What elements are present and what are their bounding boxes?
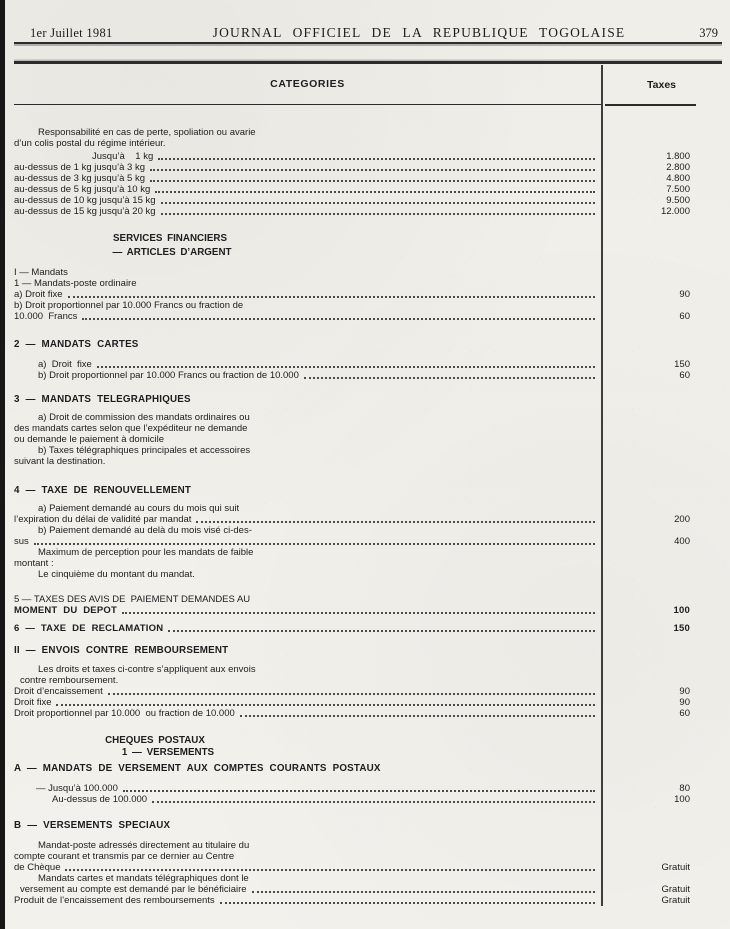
row-label: au-dessus de 5 kg jusqu’à 10 kg [14,184,151,195]
tax-value: Gratuit [661,884,690,895]
row-last-line [14,697,601,708]
section-heading: SERVICES FINANCIERS [113,233,227,244]
tax-value: 90 [679,697,690,708]
table-row [14,289,722,300]
tax-value: 2.800 [666,162,690,173]
spacer [14,105,722,127]
dotted-leader [150,169,595,171]
tax-value: Gratuit [661,862,690,873]
spacer [14,657,722,664]
taxes-column-header: Taxes [601,64,722,105]
table-row [14,184,722,195]
row-text [14,359,601,370]
paragraph [14,547,722,569]
row-label: Au-dessus de 100.000 [52,794,148,805]
header-rule [14,42,722,44]
row-text [14,697,601,708]
dotted-leader [152,801,595,803]
table-row [14,708,722,719]
journal-title: JOURNAL OFFICIEL DE LA REPUBLIQUE TOGOLAISE [212,25,626,40]
row-label: 6 — TAXE DE RECLAMATION [14,623,164,634]
section-heading: A — MANDATS DE VERSEMENT AUX COMPTES COURANTS POSTAUX [14,763,381,774]
text-line: Responsabilité en cas de perte, spoliation ou avarie [38,127,256,138]
row-text [14,151,601,162]
row-label: versement au compte est demandé par le bénéficiaire [20,884,247,895]
spacer [14,467,722,485]
text-line: 1 — Mandats-poste ordinaire [14,278,137,289]
text-line: b) Paiement demandé au delà du mois visé ci-des- [38,525,252,536]
table-row [14,195,722,206]
row-text [14,783,601,794]
row-last-line [14,783,601,794]
text-line: des mandats cartes selon que l’expéditeur ne demande [14,423,248,434]
row-label: sus [14,536,29,547]
text-line: compte courant et transmis par ce dernier au Centre [14,851,235,862]
table-row [14,151,722,162]
row-label: — Jusqu’à 100.000 [36,783,118,794]
row-text [14,594,601,616]
section-heading: 2 — MANDATS CARTES [14,339,139,350]
spacer [14,719,722,735]
tariff-table [14,64,722,906]
table-row [14,300,722,322]
dotted-leader [161,213,595,215]
text-line: a) Droit de commission des mandats ordinaires ou [38,412,250,423]
spacer [14,381,722,394]
tax-value: 400 [674,536,690,547]
table-row [14,840,722,873]
table-row [14,895,722,906]
row-text [14,289,601,300]
spacer [14,775,722,783]
spacer [14,259,722,267]
row-label: a) Droit fixe [38,359,92,370]
row-text [14,370,601,381]
table-row [14,503,722,525]
row-last-line [14,536,601,547]
row-label: de Chèque [14,862,61,873]
section-heading: CHEQUES POSTAUX [105,735,205,746]
row-last-line [14,206,601,217]
table-row [14,173,722,184]
dotted-leader [150,180,595,182]
tax-value: 90 [679,686,690,697]
table-row [14,359,722,370]
row-label: au-dessus de 10 kg jusqu’à 15 kg [14,195,156,206]
row-label: l’expiration du délai de validité par mandat [14,514,192,525]
text-line: contre remboursement. [20,675,119,686]
page-number: 379 [699,26,718,40]
spacer [14,351,722,359]
dotted-leader [196,521,595,523]
dotted-leader [82,318,595,320]
text-line: montant : [14,558,54,569]
row-text [14,873,601,895]
row-last-line [14,173,601,184]
row-last-line [14,605,601,616]
section-heading: 1 — VERSEMENTS [121,747,215,758]
row-last-line [14,151,601,162]
row-last-line [14,311,601,322]
table-row [14,370,722,381]
spacer [14,634,722,645]
row-text [14,300,601,322]
tax-value: 9.500 [666,195,690,206]
tax-value: 200 [674,514,690,525]
text-line: Les droits et taxes ci-contre s’appliquent aux envois [38,664,256,675]
tax-value: 1.800 [666,151,690,162]
row-label: MOMENT DU DEPOT [14,605,117,616]
row-last-line [14,195,601,206]
dotted-leader [304,377,595,379]
text-line: Maximum de perception pour les mandats de faible [38,547,254,558]
table-row [14,697,722,708]
dotted-leader [56,704,595,706]
row-label: au-dessus de 1 kg jusqu’à 3 kg [14,162,145,173]
tax-value: 60 [679,311,690,322]
row-last-line [14,862,601,873]
dotted-leader [158,158,595,160]
tax-value: 60 [679,708,690,719]
row-text [14,623,601,634]
dotted-leader [122,612,595,614]
tax-value: 4.800 [666,173,690,184]
tax-value: 90 [679,289,690,300]
table-body [14,105,722,906]
row-text [14,686,601,697]
tax-value: 150 [674,359,690,370]
dotted-leader [220,902,595,904]
row-last-line [14,162,601,173]
spacer [14,805,722,820]
dotted-leader [123,790,595,792]
dotted-leader [108,693,595,695]
row-text [14,525,601,547]
tax-value: 100 [674,794,690,805]
row-text [14,503,601,525]
text-line: 5 — TAXES DES AVIS DE PAIEMENT DEMANDES AU [14,594,251,605]
section-heading: 3 — MANDATS TELEGRAPHIQUES [14,394,191,405]
table-row [14,525,722,547]
row-text [14,184,601,195]
section-heading: — ARTICLES D’ARGENT [112,247,232,258]
text-line: Mandats cartes et mandats télégraphiques dont le [38,873,249,884]
paragraph [14,127,722,149]
row-text [14,195,601,206]
dotted-leader [34,543,595,545]
row-last-line [14,514,601,525]
tax-value: 60 [679,370,690,381]
row-last-line [14,359,601,370]
row-label: Droit proportionnel par 10.000 ou fraction de 10.000 [14,708,235,719]
dotted-leader [65,869,595,871]
row-last-line [14,370,601,381]
section-heading: 4 — TAXE DE RENOUVELLEMENT [14,485,192,496]
row-text [14,895,601,906]
issue-date: 1er Juillet 1981 [30,26,113,40]
text-line: I — Mandats [14,267,68,278]
table-row [14,594,722,616]
column-divider [601,65,603,906]
tax-value: 150 [673,623,690,634]
table-row [14,206,722,217]
row-text [14,840,601,873]
row-last-line [14,708,601,719]
row-text [14,162,601,173]
section-heading: II — ENVOIS CONTRE REMBOURSEMENT [14,645,229,656]
tax-value: 12.000 [660,206,690,217]
paragraph [14,445,722,467]
paragraph [14,664,722,686]
row-text [14,173,601,184]
dotted-leader [240,715,595,717]
section-heading: B — VERSEMENTS SPECIAUX [14,820,171,831]
row-text [14,708,601,719]
row-label: Droit d’encaissement [14,686,103,697]
text-line: Mandat-poste adressés directement au titulaire du [38,840,250,851]
row-last-line [14,623,601,634]
dotted-leader [161,202,595,204]
scan-edge-shadow [0,0,5,929]
paragraph [14,569,722,580]
spacer [14,616,722,623]
categories-column-header: CATEGORIES [14,64,601,105]
row-label: b) Droit proportionnel par 10.000 Francs ou fraction de 10.000 [38,370,299,381]
row-last-line [14,895,601,906]
row-last-line [14,884,601,895]
dotted-leader [168,630,595,632]
spacer [14,832,722,840]
table-header-row [14,64,722,105]
table-row [14,794,722,805]
row-label: Droit fixe [14,697,52,708]
spacer [14,217,722,233]
spacer [14,322,722,339]
tax-value: Gratuit [661,895,690,906]
paragraph [14,267,722,289]
row-last-line [14,794,601,805]
text-line: b) Droit proportionnel par 10.000 Francs ou fraction de [14,300,244,311]
text-line: a) Paiement demandé au cours du mois qui suit [38,503,240,514]
dotted-leader [155,191,595,193]
row-label: a) Droit fixe [14,289,63,300]
row-label: 10.000 Francs [14,311,78,322]
text-line: ou demande le paiement à domicile [14,434,164,445]
text-line: d’un colis postal du régime intérieur. [14,138,166,149]
paragraph [14,412,722,445]
page-header [30,25,718,41]
row-text [14,794,601,805]
tax-value: 80 [679,783,690,794]
tax-value: 100 [673,605,690,616]
row-label: au-dessus de 15 kg jusqu’à 20 kg [14,206,156,217]
spacer [14,580,722,594]
row-label: Jusqu’à 1 kg [92,151,154,162]
table-row [14,783,722,794]
text-line: suivant la destination. [14,456,106,467]
row-last-line [14,686,601,697]
row-label: au-dessus de 3 kg jusqu’à 5 kg [14,173,145,184]
text-line: Le cinquième du montant du mandat. [38,569,195,580]
dotted-leader [97,366,595,368]
dotted-leader [252,891,595,893]
tax-value: 7.500 [666,184,690,195]
row-text [14,206,601,217]
row-last-line [14,184,601,195]
text-line: b) Taxes télégraphiques principales et accessoires [38,445,251,456]
table-row [14,873,722,895]
row-label: Produit de l’encaissement des remboursements [14,895,215,906]
row-last-line [14,289,601,300]
table-row [14,162,722,173]
table-row [14,623,722,634]
dotted-leader [68,296,595,298]
table-row [14,686,722,697]
